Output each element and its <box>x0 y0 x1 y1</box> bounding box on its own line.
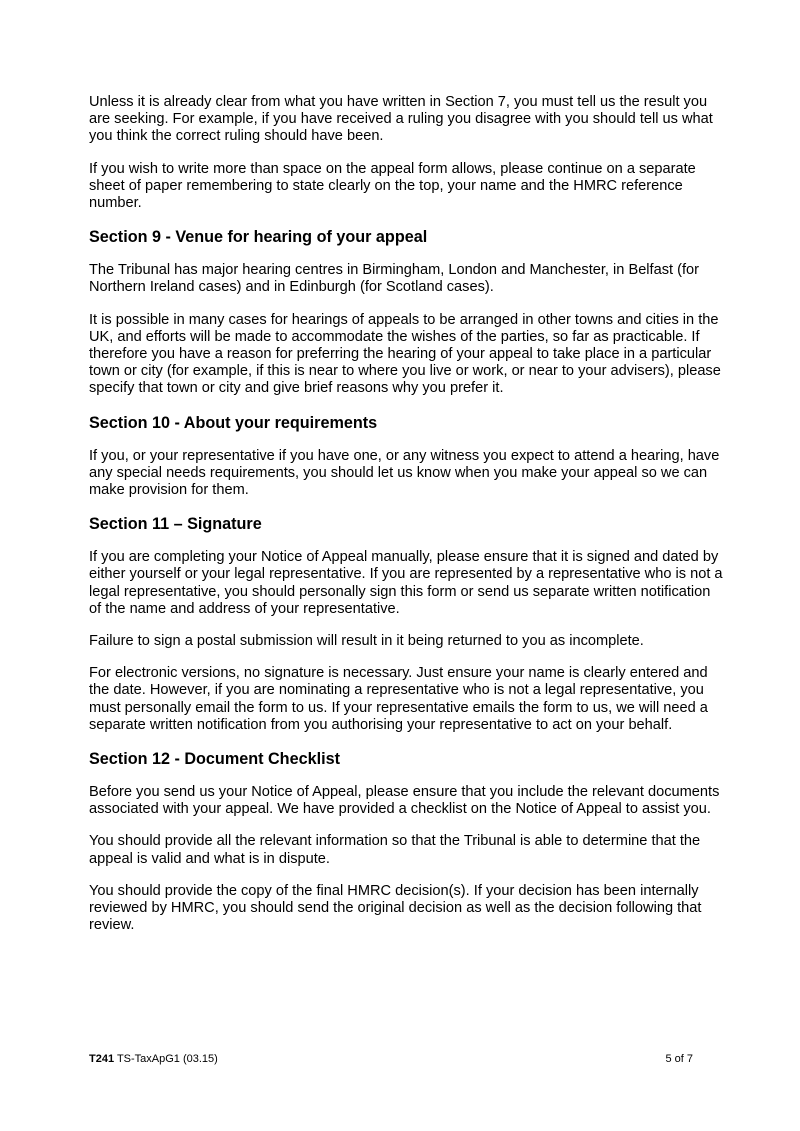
section11-heading: Section 11 – Signature <box>89 515 262 534</box>
section12-paragraph-2: You should provide all the relevant information so that the Tribunal is able to determine that the appeal is valid and what is in dispute. <box>89 833 701 867</box>
section9-heading: Section 9 - Venue for hearing of your appeal <box>89 228 428 247</box>
form-reference: TS-TaxApG1 (03.15) <box>116 1053 218 1065</box>
section8-paragraph-1: Unless it is already clear from what you have written in Section 7, you must tell us the result you are seeking. For example, if you have received a ruling you disagree with you should tell us what you think the correct ruling should have been. <box>89 94 713 145</box>
form-code: T241 <box>89 1053 115 1065</box>
section12-heading: Section 12 - Document Checklist <box>89 750 340 769</box>
section12-paragraph-3: You should provide the copy of the final HMRC decision(s). If your decision has been internally reviewed by HMRC, you should send the original decision as well as the decision following that review. <box>89 882 702 934</box>
section11-paragraph-2: Failure to sign a postal submission will result in it being returned to you as incomplete. <box>89 633 644 650</box>
section11-paragraph-1: If you are completing your Notice of Appeal manually, please ensure that it is signed and dated by either yourself or your legal representative. If you are represented by a representative who is not a legal representative, you should personally sign this form or send us separate written notification of the name and address of your representative. <box>89 549 723 617</box>
page-number: 5 of 7 <box>665 1053 693 1065</box>
section9-paragraph-2: It is possible in many cases for hearings of appeals to be arranged in other towns and cities in the UK, and efforts will be made to accommodate the wishes of the parties, so far as practicable. If therefore you have a reason for preferring the hearing of your appeal to take place in a particular town or city (for example, if this is near to where you live or work, or near to your advisers), please specify that town or city and give brief reasons why you prefer it. <box>89 311 721 397</box>
document-body <box>89 94 724 950</box>
section9-paragraph-1: The Tribunal has major hearing centres in Birmingham, London and Manchester, in Belfast (for Northern Ireland cases) and in Edinburgh (for Scotland cases). <box>89 262 700 296</box>
section10-heading: Section 10 - About your requirements <box>89 413 378 432</box>
page-footer <box>89 1052 693 1066</box>
section8-paragraph-2: If you wish to write more than space on the appeal form allows, please continue on a separate sheet of paper remembering to state clearly on the top, your name and the HMRC reference number. <box>89 160 696 212</box>
section11-paragraph-3: For electronic versions, no signature is necessary. Just ensure your name is clearly entered and the date. However, if you are nominating a representative who is not a legal representative, you must personally email the form to us. If your representative emails the form to us, we will need a separate written notification from you authorising your representative to act on your behalf. <box>89 665 708 733</box>
section12-paragraph-1: Before you send us your Notice of Appeal, please ensure that you include the relevant documents associated with your appeal. We have provided a checklist on the Notice of Appeal to assist you. <box>89 784 720 818</box>
section10-paragraph-1: If you, or your representative if you have one, or any witness you expect to attend a hearing, have any special needs requirements, you should let us know when you make your appeal so we can make provision for them. <box>89 447 720 499</box>
